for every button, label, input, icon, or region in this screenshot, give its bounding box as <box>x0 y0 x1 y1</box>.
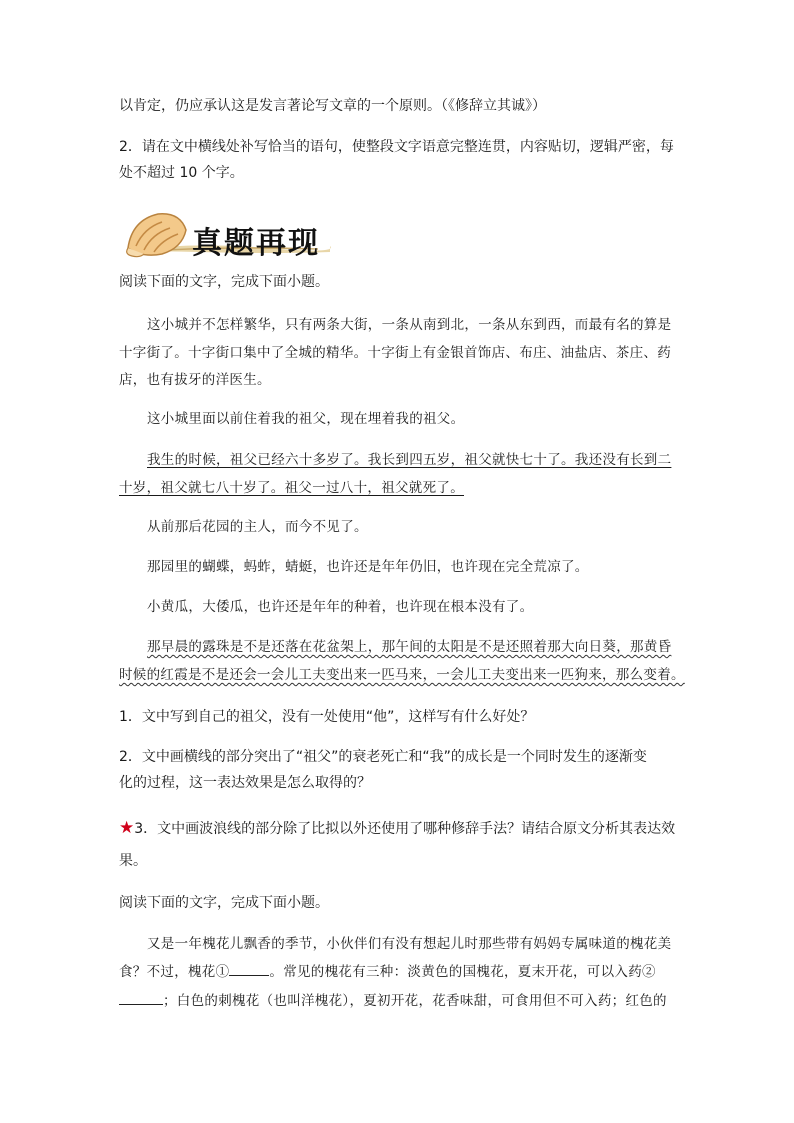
reading-2-text-c: ；白色的刺槐花（也叫洋槐花），夏初开花，花香味甜，可食用但不可入药；红色的 <box>163 993 667 1009</box>
reading-1-p4: 从前那后花园的主人，而今不见了。 <box>147 519 368 535</box>
fill-blank-2[interactable] <box>119 990 163 1005</box>
reading-2-p1-line-2 <box>119 961 656 982</box>
conch-shell-icon <box>122 208 190 262</box>
fill-blank-1[interactable] <box>229 961 269 976</box>
passage-tail: 以肯定，仍应承认这是发言著论写文章的一个原则。（《修辞立其诚》） <box>119 98 546 114</box>
question-3-line-2: 果。 <box>119 853 147 869</box>
reading-1-p7-line-2-wavy: 时候的红霞是不是还会一会儿工夫变出来一匹马来，一会儿工夫变出来一匹狗来，那么变着。 <box>119 667 685 683</box>
question-3-line-1 <box>119 818 675 839</box>
section-title: 真题再现 <box>192 226 320 261</box>
reading-1-p7-line-1-wavy: 那早晨的露珠是不是还落在花盆架上，那午间的太阳是不是还照着那大向日葵，那黄昏 <box>147 639 672 655</box>
reading-2-p1-line-1: 又是一年槐花儿飘香的季节，小伙伴们有没有想起儿时那些带有妈妈专属味道的槐花美 <box>147 936 672 952</box>
question-2-line-1: 2．请在文中横线处补写恰当的语句，使整段文字语意完整连贯，内容贴切，逻辑严密，每 <box>119 139 674 155</box>
reading-2-text-a: 食？不过，槐花① <box>119 964 230 980</box>
reading-1-p3-line-1-underlined: 我生的时候，祖父已经六十多岁了。我长到四五岁，祖父就快七十了。我还没有长到二 <box>147 452 672 468</box>
question-2-line-2b: 化的过程，这一表达效果是怎么取得的？ <box>119 775 371 791</box>
reading-1-p3-line-2-underlined: 十岁，祖父就七八十岁了。祖父一过八十，祖父就死了。 <box>119 480 464 496</box>
reading-2-intro: 阅读下面的文字，完成下面小题。 <box>119 895 329 911</box>
reading-2-text-b: 。常见的槐花有三种：淡黄色的国槐花，夏末开花，可以入药② <box>269 964 656 980</box>
question-1: 1．文中写到自己的祖父，没有一处使用“他”，这样写有什么好处？ <box>119 709 535 725</box>
reading-1-intro: 阅读下面的文字，完成下面小题。 <box>119 274 329 290</box>
reading-1-p5: 那园里的蝴蝶，蚂蚱，蜻蜓，也许还是年年仍旧，也许现在完全荒凉了。 <box>147 559 589 575</box>
reading-2-p1-line-3 <box>119 990 667 1011</box>
reading-1-p1-line-1: 这小城并不怎样繁华，只有两条大街，一条从南到北，一条从东到西，而最有名的算是 <box>147 317 672 333</box>
reading-1-p6: 小黄瓜，大倭瓜，也许还是年年的种着，也许现在根本没有了。 <box>147 599 534 615</box>
question-2-line-1b: 2．文中画横线的部分突出了“祖父”的衰老死亡和“我”的成长是一个同时发生的逐渐变 <box>119 749 647 765</box>
star-icon: ★ <box>119 818 135 838</box>
question-3-text: 3．文中画波浪线的部分除了比拟以外还使用了哪种修辞手法？请结合原文分析其表达效 <box>134 821 676 837</box>
section-heading <box>118 206 338 262</box>
reading-1-p2: 这小城里面以前住着我的祖父，现在埋着我的祖父。 <box>147 411 465 427</box>
reading-1-p1-line-2: 十字街了。十字街口集中了全城的精华。十字街上有金银首饰店、布庄、油盐店、茶庄、药 <box>119 345 671 361</box>
question-2-line-2: 处不超过 10 个字。 <box>119 165 244 181</box>
reading-1-p1-line-3: 店，也有拔牙的洋医生。 <box>119 372 271 388</box>
